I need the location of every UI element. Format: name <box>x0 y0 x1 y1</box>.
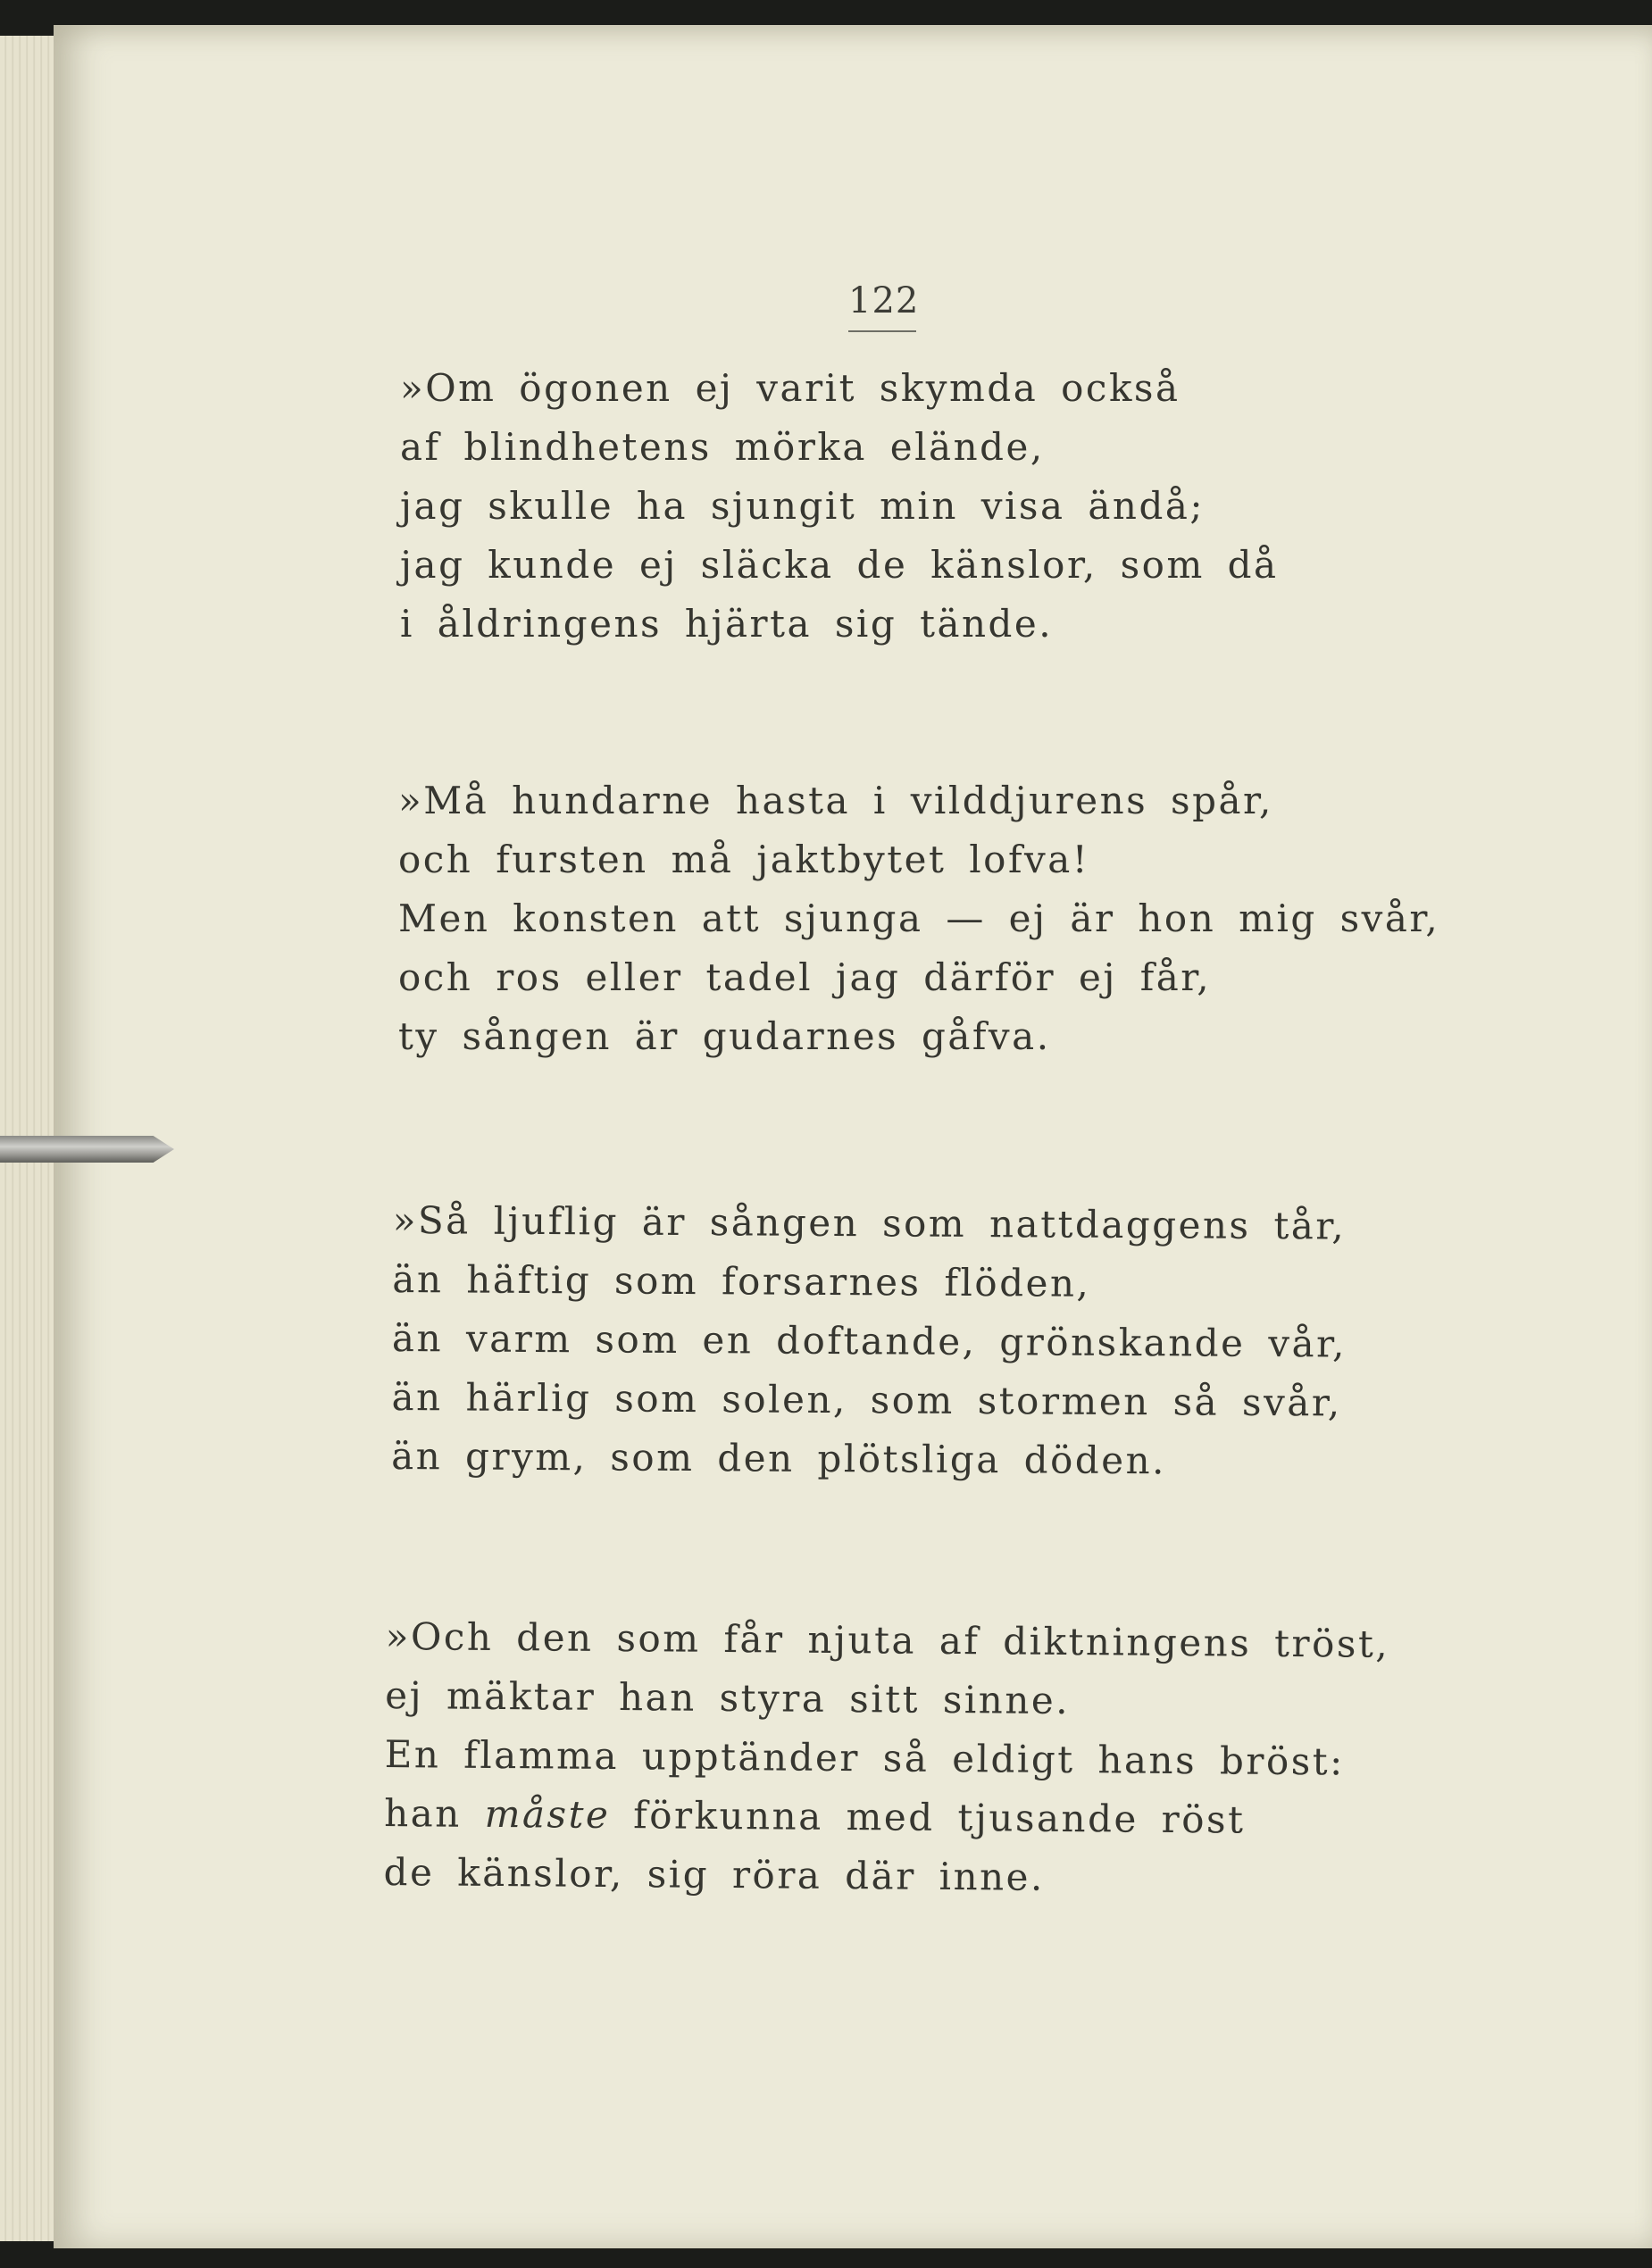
poem-line: Men konsten att sjunga — ej är hon mig svår, <box>398 896 1440 940</box>
poem-line: och fursten må jaktbytet lofva! <box>398 838 1090 881</box>
poem-line: ej mäktar han styra sitt sinne. <box>385 1672 1071 1723</box>
poem-line: de känslor, sig röra där inne. <box>383 1849 1046 1899</box>
poem-line: än grym, som den plötsliga döden. <box>391 1433 1167 1483</box>
poem-line: »Så ljuflig är sången som nattdaggens tår, <box>392 1197 1347 1248</box>
poem-line: En flamma upptänder så eldigt hans bröst: <box>384 1731 1345 1784</box>
poem-line-before: han <box>383 1790 485 1836</box>
poem-line: och ros eller tadel jag därför ej får, <box>398 955 1212 999</box>
poem-line: än varm som en doftande, grönskande vår, <box>391 1315 1347 1366</box>
poem-line: än härlig som solen, som stormen så svår, <box>391 1374 1342 1425</box>
stanza-1 <box>400 359 1279 654</box>
poem-line: »Må hundarne hasta i vilddjurens spår, <box>398 779 1273 822</box>
emphasized-word: måste <box>484 1791 611 1837</box>
poem-line-after: förkunna med tjusande röst <box>610 1792 1246 1842</box>
stanza-4 <box>383 1607 1389 1910</box>
poem-line: »Om ögonen ej varit skymda också <box>400 366 1181 410</box>
poem-line: i åldringens hjärta sig tände. <box>400 602 1054 646</box>
stanza-2 <box>398 771 1439 1066</box>
poem-line <box>384 1784 1389 1851</box>
poem-line: än häftig som forsarnes flöden, <box>392 1256 1091 1305</box>
poem-line: »Och den som får njuta af diktningens tröst, <box>385 1613 1390 1666</box>
poem-line: ty sången är gudarnes gåfva. <box>398 1014 1051 1058</box>
stanza-3 <box>391 1191 1347 1492</box>
poem-line: jag skulle ha sjungit min visa ändå; <box>400 484 1206 528</box>
poem-line: jag kunde ej släcka de känslor, som då <box>400 543 1279 587</box>
bookmark-ribbon <box>0 1136 174 1163</box>
poem-line: af blindhetens mörka elände, <box>400 425 1045 469</box>
page-number: 122 <box>848 280 916 332</box>
